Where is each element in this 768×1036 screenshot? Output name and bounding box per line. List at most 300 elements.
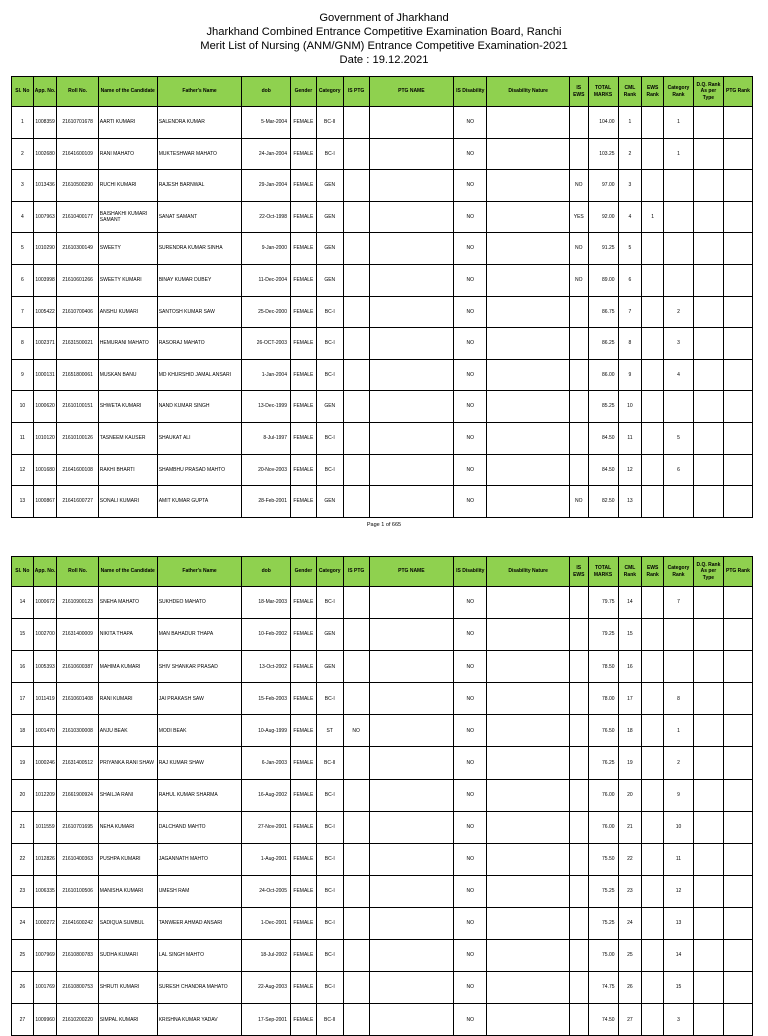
cell-dob: 18-Mar-2003 (242, 587, 291, 619)
cell-dob: 20-Nov-2003 (242, 454, 291, 486)
cell-total-marks: 76.25 (588, 747, 618, 779)
cell-category: BC-I (316, 972, 343, 1004)
cell-dq-rank (693, 138, 723, 170)
cell-total-marks: 84.50 (588, 454, 618, 486)
cell-ews-rank (642, 486, 664, 518)
cell-app-no: 1003998 (33, 264, 57, 296)
table-row (12, 138, 753, 170)
cell-total-marks: 86.00 (588, 359, 618, 391)
cell-disability-nature (487, 811, 570, 843)
cell-total-marks: 103.25 (588, 138, 618, 170)
column-header-dq-rank: D.Q. Rank As per Type (693, 557, 723, 587)
table-row (12, 264, 753, 296)
cell-app-no: 1000131 (33, 359, 57, 391)
cell-gender: FEMALE (290, 683, 316, 715)
cell-is-disability: NO (454, 843, 487, 875)
cell-father-name: AMIT KUMAR GUPTA (157, 486, 242, 518)
cell-total-marks: 76.00 (588, 811, 618, 843)
cell-roll-no: 21610500290 (57, 170, 98, 202)
column-header-roll-no: Roll No. (57, 77, 98, 107)
cell-cml-rank: 2 (618, 138, 642, 170)
cell-total-marks: 75.50 (588, 843, 618, 875)
document-header (0, 0, 768, 67)
cell-category-rank: 9 (663, 779, 693, 811)
cell-dob: 9-Jan-2000 (242, 233, 291, 265)
cell-category-rank (663, 264, 693, 296)
cell-candidate-name: SONALI KUMARI (98, 486, 157, 518)
cell-ptg-name (369, 138, 454, 170)
cell-disability-nature (487, 619, 570, 651)
column-header-app-no: App. No. (33, 557, 57, 587)
cell-app-no: 1011559 (33, 811, 57, 843)
cell-ptg-name (369, 454, 454, 486)
cell-dq-rank (693, 422, 723, 454)
cell-cml-rank: 19 (618, 747, 642, 779)
cell-father-name: SHAMBHU PRASAD MAHTO (157, 454, 242, 486)
cell-app-no: 1013436 (33, 170, 57, 202)
cell-ews-rank (642, 454, 664, 486)
column-header-is-ews: IS EWS (569, 557, 588, 587)
cell-sl-no: 5 (12, 233, 34, 265)
column-header-candidate-name: Name of the Candidate (98, 77, 157, 107)
cell-cml-rank: 27 (618, 1004, 642, 1036)
cell-gender: FEMALE (290, 296, 316, 328)
table-row (12, 201, 753, 233)
cell-total-marks: 79.25 (588, 619, 618, 651)
cell-is-ptg (343, 811, 369, 843)
cell-dob: 1-Dec-2001 (242, 907, 291, 939)
cell-category-rank: 1 (663, 715, 693, 747)
table-row (12, 907, 753, 939)
cell-roll-no: 21610100126 (57, 422, 98, 454)
cell-is-ews (569, 454, 588, 486)
cell-ptg-name (369, 1004, 454, 1036)
cell-is-ptg (343, 264, 369, 296)
cell-gender: FEMALE (290, 587, 316, 619)
cell-ptg-rank (723, 651, 752, 683)
cell-ptg-name (369, 328, 454, 360)
cell-ptg-name (369, 619, 454, 651)
cell-father-name: MODI BEAK (157, 715, 242, 747)
cell-ptg-rank (723, 779, 752, 811)
table-row (12, 422, 753, 454)
cell-roll-no: 21610300149 (57, 233, 98, 265)
cell-father-name: MUKTESHWAR MAHATO (157, 138, 242, 170)
cell-cml-rank: 15 (618, 619, 642, 651)
cell-app-no: 1006335 (33, 875, 57, 907)
cell-disability-nature (487, 138, 570, 170)
cell-sl-no: 19 (12, 747, 34, 779)
cell-is-ptg (343, 747, 369, 779)
cell-is-disability: NO (454, 486, 487, 518)
cell-is-ews (569, 391, 588, 423)
cell-dq-rank (693, 651, 723, 683)
cell-candidate-name: RANI MAHATO (98, 138, 157, 170)
table-row (12, 587, 753, 619)
cell-sl-no: 25 (12, 940, 34, 972)
cell-is-disability: NO (454, 170, 487, 202)
cell-cml-rank: 23 (618, 875, 642, 907)
cell-is-ptg (343, 875, 369, 907)
cell-total-marks: 104.00 (588, 107, 618, 139)
cell-roll-no: 21610400177 (57, 201, 98, 233)
cell-roll-no: 21610601266 (57, 264, 98, 296)
cell-ews-rank (642, 940, 664, 972)
cell-is-disability: NO (454, 328, 487, 360)
cell-total-marks: 84.50 (588, 422, 618, 454)
cell-cml-rank: 20 (618, 779, 642, 811)
cell-ptg-name (369, 264, 454, 296)
cell-category: BC-II (316, 1004, 343, 1036)
cell-dob: 28-Feb-2001 (242, 486, 291, 518)
cell-sl-no: 24 (12, 907, 34, 939)
cell-ews-rank (642, 170, 664, 202)
column-header-category-rank: Category Rank (663, 77, 693, 107)
cell-dq-rank (693, 359, 723, 391)
cell-dob: 13-Oct-2002 (242, 651, 291, 683)
column-header-candidate-name: Name of the Candidate (98, 557, 157, 587)
cell-category-rank: 13 (663, 907, 693, 939)
cell-candidate-name: SWEETY KUMARI (98, 264, 157, 296)
cell-dq-rank (693, 940, 723, 972)
column-header-cml-rank: CML Rank (618, 557, 642, 587)
cell-sl-no: 16 (12, 651, 34, 683)
cell-total-marks: 75.25 (588, 875, 618, 907)
column-header-total-marks: TOTAL MARKS (588, 77, 618, 107)
cell-category-rank (663, 201, 693, 233)
cell-disability-nature (487, 779, 570, 811)
cell-ews-rank (642, 587, 664, 619)
cell-roll-no: 21610700406 (57, 296, 98, 328)
cell-disability-nature (487, 907, 570, 939)
cell-is-ptg (343, 779, 369, 811)
cell-ptg-rank (723, 296, 752, 328)
cell-father-name: SURESH CHANDRA MAHATO (157, 972, 242, 1004)
cell-sl-no: 2 (12, 138, 34, 170)
cell-is-disability: NO (454, 811, 487, 843)
cell-sl-no: 3 (12, 170, 34, 202)
cell-app-no: 1000272 (33, 907, 57, 939)
cell-category: BC-I (316, 811, 343, 843)
cell-ews-rank (642, 747, 664, 779)
cell-ews-rank (642, 907, 664, 939)
cell-is-disability: NO (454, 296, 487, 328)
cell-ptg-rank (723, 1004, 752, 1036)
column-header-ptg-name: PTG NAME (369, 557, 454, 587)
cell-is-ptg (343, 972, 369, 1004)
cell-roll-no: 21610800753 (57, 972, 98, 1004)
cell-category: BC-I (316, 587, 343, 619)
cell-gender: FEMALE (290, 328, 316, 360)
cell-total-marks: 74.50 (588, 1004, 618, 1036)
cell-is-ews (569, 107, 588, 139)
cell-is-ptg (343, 907, 369, 939)
cell-candidate-name: ANJU BEAK (98, 715, 157, 747)
cell-category: GEN (316, 391, 343, 423)
cell-ptg-rank (723, 170, 752, 202)
merit-list-table (11, 556, 753, 1036)
cell-app-no: 1000672 (33, 587, 57, 619)
cell-is-disability: NO (454, 201, 487, 233)
cell-ptg-rank (723, 233, 752, 265)
cell-ptg-rank (723, 264, 752, 296)
cell-is-ptg (343, 328, 369, 360)
column-header-roll-no: Roll No. (57, 557, 98, 587)
cell-candidate-name: NEHA KUMARI (98, 811, 157, 843)
cell-dob: 1-Jan-2004 (242, 359, 291, 391)
cell-ptg-name (369, 486, 454, 518)
cell-candidate-name: SNEHA MAHATO (98, 587, 157, 619)
cell-category: BC-I (316, 422, 343, 454)
cell-is-ews (569, 843, 588, 875)
cell-dq-rank (693, 619, 723, 651)
cell-gender: FEMALE (290, 359, 316, 391)
cell-candidate-name: PUSHPA KUMARI (98, 843, 157, 875)
column-header-is-disability: IS Disability (454, 557, 487, 587)
cell-total-marks: 82.50 (588, 486, 618, 518)
cell-ptg-rank (723, 715, 752, 747)
cell-ptg-rank (723, 587, 752, 619)
cell-is-ews (569, 587, 588, 619)
cell-ptg-rank (723, 138, 752, 170)
cell-roll-no: 21631400512 (57, 747, 98, 779)
cell-dq-rank (693, 587, 723, 619)
cell-category-rank: 6 (663, 454, 693, 486)
cell-category-rank (663, 619, 693, 651)
cell-ptg-rank (723, 359, 752, 391)
cell-roll-no: 21631500021 (57, 328, 98, 360)
cell-category-rank (663, 233, 693, 265)
cell-ews-rank (642, 359, 664, 391)
header-government: Government of Jharkhand (319, 12, 449, 24)
cell-category: BC-I (316, 296, 343, 328)
cell-is-disability: NO (454, 587, 487, 619)
cell-category-rank (663, 651, 693, 683)
cell-total-marks: 86.75 (588, 296, 618, 328)
table-row (12, 651, 753, 683)
cell-dq-rank (693, 486, 723, 518)
cell-dob: 10-Feb-2002 (242, 619, 291, 651)
cell-dq-rank (693, 972, 723, 1004)
cell-cml-rank: 13 (618, 486, 642, 518)
cell-is-disability: NO (454, 715, 487, 747)
cell-category: BC-I (316, 328, 343, 360)
cell-roll-no: 21641600727 (57, 486, 98, 518)
cell-ews-rank (642, 391, 664, 423)
cell-sl-no: 14 (12, 587, 34, 619)
cell-gender: FEMALE (290, 651, 316, 683)
cell-roll-no: 21661900924 (57, 779, 98, 811)
cell-is-ews: YES (569, 201, 588, 233)
cell-is-disability: NO (454, 391, 487, 423)
cell-ptg-name (369, 972, 454, 1004)
cell-is-ptg (343, 107, 369, 139)
cell-gender: FEMALE (290, 747, 316, 779)
column-header-ews-rank: EWS Rank (642, 77, 664, 107)
column-header-is-ews: IS EWS (569, 77, 588, 107)
cell-sl-no: 1 (12, 107, 34, 139)
cell-roll-no: 21651800061 (57, 359, 98, 391)
cell-is-ptg (343, 170, 369, 202)
cell-total-marks: 74.75 (588, 972, 618, 1004)
cell-app-no: 1010120 (33, 422, 57, 454)
cell-app-no: 1011419 (33, 683, 57, 715)
cell-disability-nature (487, 651, 570, 683)
cell-cml-rank: 12 (618, 454, 642, 486)
cell-ews-rank (642, 296, 664, 328)
cell-candidate-name: TASNEEM KAUSER (98, 422, 157, 454)
table-row (12, 359, 753, 391)
cell-father-name: SHIV SHANKAR PRASAD (157, 651, 242, 683)
header-date: Date : 19.12.2021 (339, 54, 429, 66)
cell-is-ptg (343, 619, 369, 651)
cell-is-ews: NO (569, 233, 588, 265)
cell-dq-rank (693, 907, 723, 939)
cell-dob: 1-Aug-2001 (242, 843, 291, 875)
cell-cml-rank: 4 (618, 201, 642, 233)
cell-dq-rank (693, 811, 723, 843)
column-header-sl-no: Sl. No (12, 77, 34, 107)
cell-candidate-name: NIKITA THAPA (98, 619, 157, 651)
cell-dq-rank (693, 264, 723, 296)
cell-is-ews (569, 779, 588, 811)
cell-father-name: NAND KUMAR SINGH (157, 391, 242, 423)
cell-gender: FEMALE (290, 170, 316, 202)
cell-candidate-name: HEMURANI MAHATO (98, 328, 157, 360)
cell-dq-rank (693, 779, 723, 811)
cell-category-rank (663, 486, 693, 518)
cell-is-ews (569, 811, 588, 843)
cell-dq-rank (693, 328, 723, 360)
cell-dob: 11-Dec-2004 (242, 264, 291, 296)
cell-disability-nature (487, 296, 570, 328)
cell-cml-rank: 18 (618, 715, 642, 747)
cell-candidate-name: RUCHI KUMARI (98, 170, 157, 202)
cell-category: BC-I (316, 843, 343, 875)
cell-father-name: SURENDRA KUMAR SINHA (157, 233, 242, 265)
cell-roll-no: 21610100506 (57, 875, 98, 907)
cell-category: GEN (316, 651, 343, 683)
cell-ptg-name (369, 875, 454, 907)
cell-is-ptg (343, 587, 369, 619)
cell-disability-nature (487, 940, 570, 972)
cell-sl-no: 18 (12, 715, 34, 747)
cell-father-name: RAJ KUMAR SHAW (157, 747, 242, 779)
column-header-dob: dob (242, 77, 291, 107)
cell-roll-no: 21610701695 (57, 811, 98, 843)
cell-is-disability: NO (454, 359, 487, 391)
cell-total-marks: 75.00 (588, 940, 618, 972)
cell-app-no: 1002371 (33, 328, 57, 360)
cell-ptg-name (369, 107, 454, 139)
cell-is-ews: NO (569, 486, 588, 518)
cell-disability-nature (487, 875, 570, 907)
cell-ews-rank (642, 683, 664, 715)
cell-dob: 18-Jul-2002 (242, 940, 291, 972)
cell-dq-rank (693, 747, 723, 779)
cell-ews-rank (642, 1004, 664, 1036)
cell-gender: FEMALE (290, 1004, 316, 1036)
cell-father-name: SHAUKAT ALI (157, 422, 242, 454)
table-row (12, 683, 753, 715)
cell-disability-nature (487, 747, 570, 779)
column-header-category: Category (316, 77, 343, 107)
cell-father-name: RAJESH BARNWAL (157, 170, 242, 202)
cell-is-ews (569, 715, 588, 747)
cell-category-rank: 1 (663, 107, 693, 139)
cell-ptg-rank (723, 422, 752, 454)
cell-app-no: 1001680 (33, 454, 57, 486)
cell-ptg-rank (723, 107, 752, 139)
cell-total-marks: 76.50 (588, 715, 618, 747)
cell-disability-nature (487, 264, 570, 296)
cell-ews-rank (642, 619, 664, 651)
column-header-father-name: Father's Name (157, 557, 242, 587)
cell-category: GEN (316, 233, 343, 265)
cell-gender: FEMALE (290, 972, 316, 1004)
cell-category-rank (663, 391, 693, 423)
cell-is-ews (569, 875, 588, 907)
cell-ews-rank (642, 779, 664, 811)
cell-ews-rank (642, 233, 664, 265)
cell-cml-rank: 7 (618, 296, 642, 328)
cell-app-no: 1005393 (33, 651, 57, 683)
cell-app-no: 1012209 (33, 779, 57, 811)
cell-is-ews (569, 138, 588, 170)
cell-sl-no: 11 (12, 422, 34, 454)
cell-cml-rank: 16 (618, 651, 642, 683)
cell-ptg-name (369, 940, 454, 972)
cell-father-name: MD KHURSHID JAMAL ANSARI (157, 359, 242, 391)
cell-gender: FEMALE (290, 138, 316, 170)
cell-cml-rank: 8 (618, 328, 642, 360)
cell-gender: FEMALE (290, 715, 316, 747)
cell-ptg-rank (723, 940, 752, 972)
cell-cml-rank: 21 (618, 811, 642, 843)
cell-category-rank: 7 (663, 587, 693, 619)
cell-dq-rank (693, 683, 723, 715)
cell-ews-rank (642, 843, 664, 875)
cell-dob: 6-Jan-2003 (242, 747, 291, 779)
cell-ews-rank (642, 107, 664, 139)
cell-app-no: 1000246 (33, 747, 57, 779)
cell-gender: FEMALE (290, 422, 316, 454)
cell-is-disability: NO (454, 264, 487, 296)
cell-father-name: SANTOSH KUMAR SAW (157, 296, 242, 328)
cell-gender: FEMALE (290, 907, 316, 939)
cell-ptg-name (369, 587, 454, 619)
column-header-app-no: App. No. (33, 77, 57, 107)
cell-candidate-name: SHRUTI KUMARI (98, 972, 157, 1004)
cell-cml-rank: 17 (618, 683, 642, 715)
cell-is-ews (569, 296, 588, 328)
merit-list-table (11, 76, 753, 518)
cell-ptg-rank (723, 328, 752, 360)
cell-app-no: 1012826 (33, 843, 57, 875)
cell-gender: FEMALE (290, 619, 316, 651)
cell-candidate-name: BAISHAKHI KUMARI SAMANT (98, 201, 157, 233)
column-header-father-name: Father's Name (157, 77, 242, 107)
cell-roll-no: 21610900123 (57, 587, 98, 619)
cell-app-no: 1008359 (33, 107, 57, 139)
cell-app-no: 1000620 (33, 391, 57, 423)
cell-dq-rank (693, 107, 723, 139)
cell-disability-nature (487, 972, 570, 1004)
cell-roll-no: 21610800783 (57, 940, 98, 972)
header-title: Merit List of Nursing (ANM/GNM) Entrance Competitive Examination-2021 (200, 40, 568, 52)
cell-category: ST (316, 715, 343, 747)
cell-is-disability: NO (454, 107, 487, 139)
